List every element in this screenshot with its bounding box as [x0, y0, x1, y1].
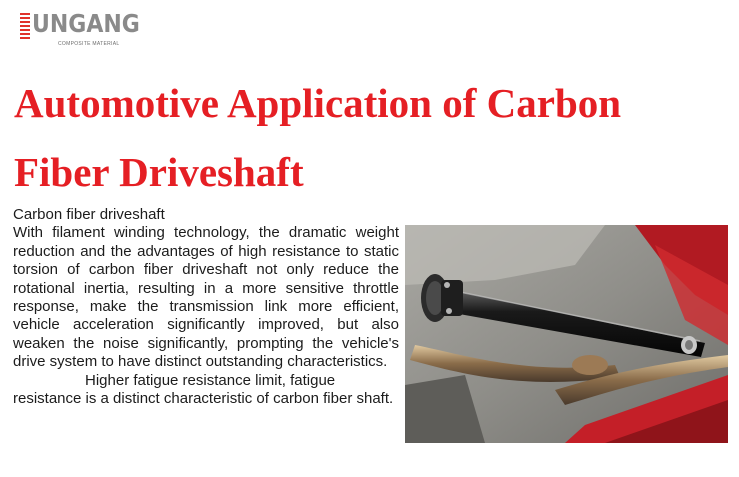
logo-wordmark: UNGANG	[32, 9, 140, 38]
brand-logo	[20, 5, 140, 50]
driveshaft-photo	[405, 225, 728, 443]
article-paragraph-1: With filament winding technology, the dramatic weight reduction and the advantages of high resistance to static torsion of carbon fiber driveshaft not only reduce the rotational inertia, resulting in a more sensitive throttle response, make the transmission link more efficient, vehicle acceleration significantly improved, but also weaken the noise significantly, prompting the vehicle's drive system to have distinct outstanding characteristics.	[13, 224, 399, 371]
article-body	[13, 206, 399, 408]
logo-k-mark	[20, 13, 30, 39]
article-heading: Carbon fiber driveshaft	[13, 206, 165, 223]
page-title-line-1: Automotive Application of Carbon	[14, 80, 622, 126]
article-paragraph-2: Higher fatigue resistance limit, fatigue resistance is a distinct characteristic of carbon fiber shaft.	[13, 371, 394, 408]
page-title-line-2: Fiber Driveshaft	[14, 149, 304, 195]
logo-tagline: COMPOSITE MATERIAL	[58, 41, 120, 47]
